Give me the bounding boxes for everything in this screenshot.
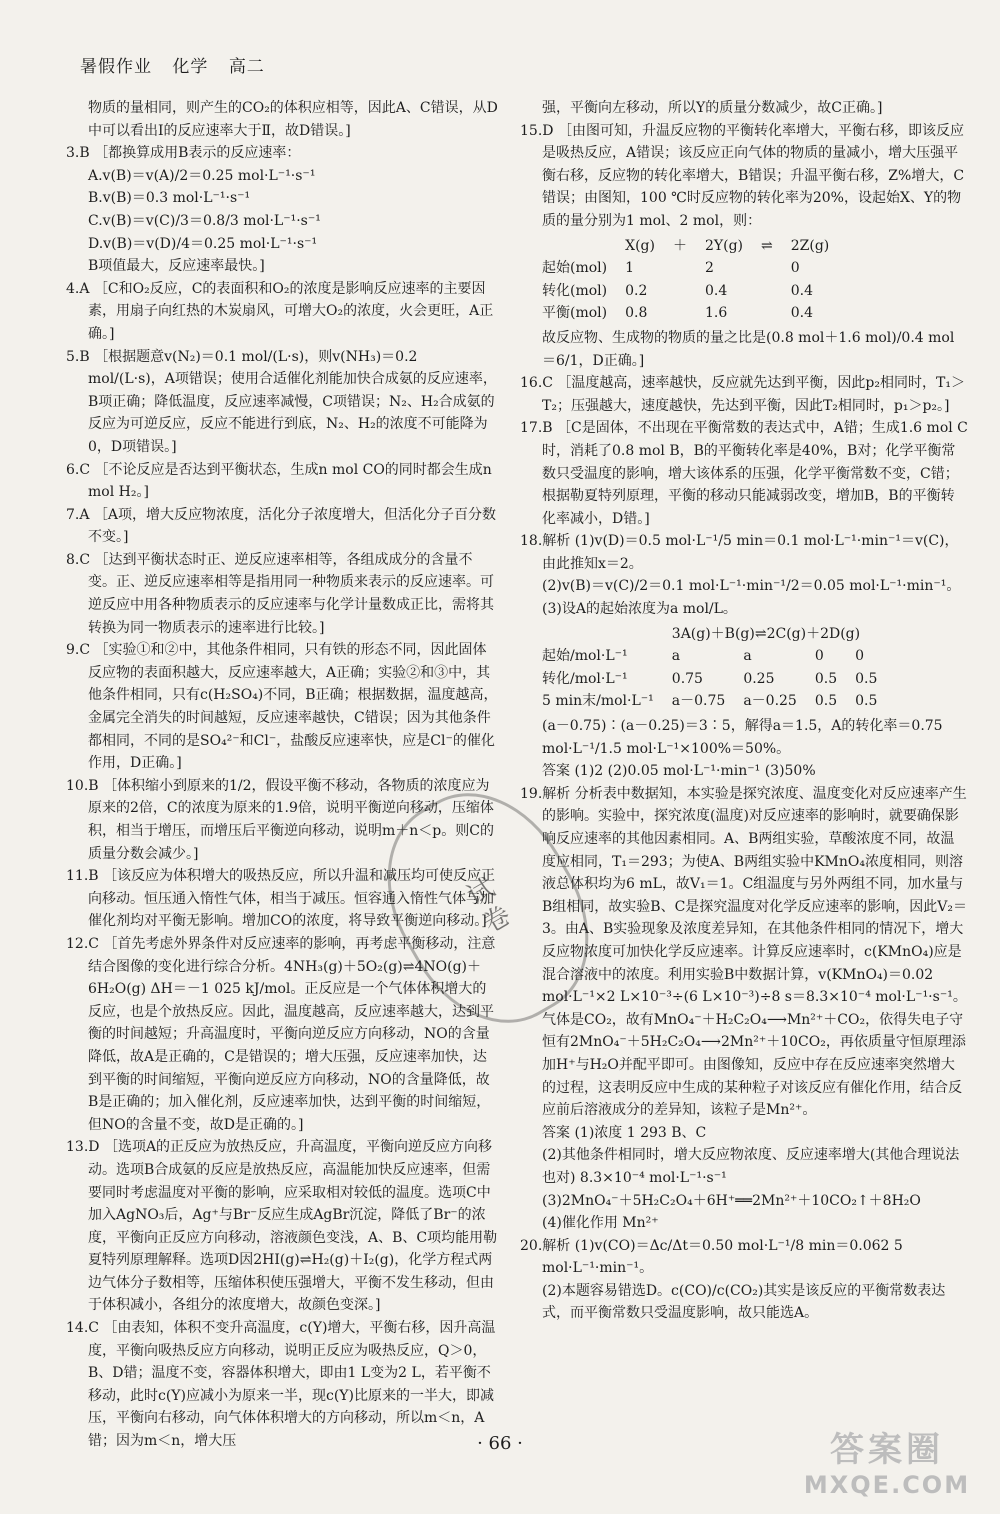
table-cell: 平衡(mol)	[542, 305, 608, 322]
answer-paragraph: 13.D ［选项A的正反应为放热反应，升高温度，平衡向逆反应方向移动。选项B合成氨的反应是放热反应，高温能加快反应速率，但需要同时考虑温度对平衡的影响，应采取相对较低的温度。选项C中加入AgNO₃后，Ag⁺与Br⁻反应生成AgBr沉淀，降低了Br⁻的浓度，平衡向正反应方向移动，溶液颜色变浅，A、B、C项均能用勒夏特列原理解释。选项D因2HI(g)⇌H₂(g)＋I₂(g)，化学方程式两边气体分子数相等，压缩体积使压强增大，平衡不发生移动，但由于体积减小，各组分的浓度增大，故颜色变深。]	[66, 1139, 498, 1314]
answer-paragraph: 答案 (1)浓度 1 293 B、C	[542, 1124, 707, 1141]
table-cell: 起始/mol·L⁻¹	[542, 648, 628, 665]
table-cell: a	[743, 648, 752, 665]
answer-paragraph: 故反应物、生成物的物质的量之比是(0.8 mol＋1.6 mol)/0.4 mol＝6/1，D正确。]	[542, 329, 955, 369]
table-cell: 0.4	[704, 282, 728, 299]
equilibrium-table	[542, 623, 895, 713]
header-series: 暑假作业	[80, 57, 152, 77]
answer-paragraph: (2)v(B)＝v(C)/2＝0.1 mol·L⁻¹·min⁻¹/2＝0.05 mol·L⁻¹·min⁻¹。	[542, 578, 961, 595]
equation-cell: ⇌	[761, 237, 773, 254]
answer-paragraph: 9.C ［实验①和②中，其他条件相同，只有铁的形态不同，因此固体反应物的表面积越大，反应速率越大，A正确；实验②和③中，其他条件相同，只有c(H₂SO₄)不同，B正确；根据数据，温度越高，金属完全消失的时间越短，反应速率越快，C错误；因为其他条件都相同，不同的是SO₄²⁻和Cl⁻，盐酸反应速率快，应是Cl⁻的催化作用，D正确。]	[66, 642, 498, 772]
table-cell: 0.5	[814, 670, 838, 687]
answer-paragraph: 18.解析 (1)v(D)＝0.5 mol·L⁻¹/5 min＝0.1 mol·L⁻¹·min⁻¹＝v(C)，由此推知x＝2。	[520, 533, 959, 572]
answer-paragraph: 6.C ［不论反应是否达到平衡状态，生成n mol CO的同时都会生成n mol H₂。]	[66, 461, 492, 501]
equation-cell: 2Z(g)	[790, 237, 830, 254]
table-cell: 起始(mol)	[542, 260, 608, 277]
table-cell: 0.4	[790, 305, 814, 322]
answer-paragraph: 8.C ［达到平衡状态时正、逆反应速率相等，各组成成分的含量不变。正、逆反应速率相等是指用同一种物质来表示的反应速率。可逆反应中用各种物质表示的反应速率与化学计量数成正比，需将其转换为同一物质表示的速率进行比较。]	[66, 551, 494, 636]
table-cell: a－0.75	[671, 693, 726, 710]
site-watermark	[792, 1422, 982, 1502]
table-row	[542, 690, 895, 713]
watermark-url: MXQE.COM	[803, 1471, 971, 1499]
page-header	[80, 52, 279, 77]
answer-paragraph: C.v(B)＝v(C)/3＝0.8/3 mol·L⁻¹·s⁻¹	[88, 212, 321, 229]
answer-paragraph: 强，平衡向左移动，所以Y的质量分数减少，故C正确。]	[542, 100, 883, 116]
table-cell: 0.5	[855, 693, 878, 710]
answer-paragraph: B.v(B)＝0.3 mol·L⁻¹·s⁻¹	[88, 190, 251, 207]
header-grade: 高二	[228, 57, 265, 77]
table-cell: 0	[814, 648, 824, 665]
answer-paragraph: 12.C ［首先考虑外界条件对反应速率的影响，再考虑平衡移动，注意结合图像的变化进行综合分析。4NH₃(g)＋5O₂(g)⇌4NO(g)＋6H₂O(g) ΔH＝－1 025 kJ/mol。正反应是一个气体体积增大的反应，也是个放热反应。因此，温度越高，反应速率越大，达到平衡的时间越短；升高温度时，平衡向逆反应方向移动，NO的含量降低，故A是正确的，C是错误的；增大压强，反应速率加快，达到平衡的时间缩短，平衡向逆反应方向移动，NO的含量降低，故B是正确的；加入催化剂，反应速率加快，达到平衡的时间缩短，但NO的含量不变，故D是正确的。]	[66, 935, 496, 1133]
table-cell: a	[671, 648, 681, 665]
answer-paragraph: 5.B ［根据题意v(N₂)＝0.1 mol/(L·s)，则v(NH₃)＝0.2 mol/(L·s)，A项错误；使用合适催化剂能加快合成氨的反应速率，B项正确；降低温度，反应速率减慢，C项错误；N₂、H₂合成氨的反应为可逆反应，反应不能进行到底，N₂、H₂的浓度不可能降为0，D项错误。]	[66, 348, 497, 455]
answer-paragraph: (3)设A的起始浓度为a mol/L。	[542, 601, 737, 618]
answer-paragraph: B项值最大，反应速率最快。]	[88, 258, 265, 275]
table-cell: 2	[704, 260, 714, 277]
answer-paragraph: 答案 (1)2 (2)0.05 mol·L⁻¹·min⁻¹ (3)50%	[542, 763, 816, 780]
answer-paragraph: (2)本题容易错选D。c(CO)/c(CO₂)其实是该反应的平衡常数表达式，而平衡常数只受温度影响，故只能选A。	[542, 1282, 946, 1322]
answer-paragraph: (2)其他条件相同时，增大反应物浓度、反应速率增大(其他合理说法也对) 8.3×10⁻⁴ mol·L⁻¹·s⁻¹	[542, 1147, 960, 1186]
answer-paragraph: (4)催化作用 Mn²⁺	[542, 1215, 659, 1232]
table-cell: 1	[625, 260, 635, 277]
table-cell: 转化(mol)	[542, 282, 608, 299]
answer-paragraph: 10.B ［体积缩小到原来的1/2，假设平衡不移动，各物质的浓度应为原来的2倍，C的浓度为原来的1.9倍，说明平衡逆向移动，压缩体积，相当于增压，而增压后平衡逆向移动，说明m＋n＜p。则C的质量分数会减少。]	[66, 777, 494, 862]
table-row	[542, 280, 847, 303]
answer-paragraph: 19.解析 分析表中数据知，本实验是探究浓度、温度变化对反应速率产生的影响。实验中，探究浓度(温度)对反应速率的影响时，就要确保影响反应速率的其他因素相同。A、B两组实验，草酸浓度不同，故温度应相同，T₁＝293；为使A、B两组实验中KMnO₄浓度相同，则溶液总体积均为6 mL，故V₁＝1。C组温度与另外两组不同，加水量与B组相同，故实验B、C是探究温度对化学反应速率的影响，因此V₂＝3。由A、B实验现象及浓度差异知，在其他条件相同的情况下，增大反应物浓度可加快化学反应速率。计算反应速率时，c(KMnO₄)应是混合溶液中的浓度。利用实验B中数据计算，v(KMnO₄)＝0.02 mol·L⁻¹×2 L×10⁻³÷(6 L×10⁻³)÷8 s＝8.3×10⁻⁴ mol·L⁻¹·s⁻¹。气体是CO₂，故有MnO₄⁻＋H₂C₂O₄⟶Mn²⁺＋CO₂，依得失电子守恒有2MnO₄⁻＋5H₂C₂O₄⟶2Mn²⁺＋10CO₂，再依质量守恒原理添加H⁺与H₂O并配平即可。由图像知，反应中存在反应速率突然增大的过程，这表明反应中生成的某种粒子对该反应有催化作用，结合反应前后溶液成分的差异知，该粒子是Mn²⁺。	[520, 785, 968, 1119]
table-cell: 0.8	[625, 305, 648, 322]
answer-paragraph: 3.B ［都换算成用B表示的反应速率：	[66, 145, 301, 162]
table-cell: a－0.25	[743, 693, 797, 710]
table-cell: 0	[855, 648, 865, 665]
table-cell: 0.75	[671, 670, 703, 687]
answer-paragraph: (a－0.75)∶(a－0.25)＝3∶5，解得a＝1.5，A的转化率＝0.75 mol·L⁻¹/1.5 mol·L⁻¹×100%＝50%。	[542, 718, 943, 757]
header-subject: 化学	[172, 57, 209, 77]
table-cell: 转化/mol·L⁻¹	[542, 670, 628, 687]
page-number: · 66 ·	[477, 1433, 523, 1454]
answer-paragraph: 4.A ［C和O₂反应，C的表面积和O₂的浓度是影响反应速率的主要因素，用扇子向红热的木炭扇风，可增大O₂的浓度，火会更旺，A正确。]	[66, 280, 494, 342]
answer-paragraph: 11.B ［该反应为体积增大的吸热反应，所以升温和减压均可使反应正向移动。恒压通入惰性气体，相当于减压。恒容通入惰性气体与加催化剂均对平衡无影响。增加CO的浓度，将导致平衡逆向移动。]	[66, 868, 496, 930]
watermark-logo: 答案圈	[830, 1430, 944, 1470]
table-row	[542, 645, 895, 668]
table-cell: 0.5	[855, 670, 878, 687]
left-column	[66, 97, 498, 1453]
table-row	[542, 257, 847, 280]
table-cell: 0.2	[625, 282, 648, 299]
answer-paragraph: A.v(B)＝v(A)/2＝0.25 mol·L⁻¹·s⁻¹	[88, 167, 316, 184]
equation-cell: 3A(g)＋B(g)⇌2C(g)＋2D(g)	[671, 625, 861, 642]
answer-paragraph: 20.解析 (1)v(CO)＝Δc/Δt＝0.50 mol·L⁻¹/8 min＝0.062 5 mol·L⁻¹·min⁻¹。	[520, 1237, 903, 1277]
table-cell: 0.4	[790, 282, 814, 299]
answer-paragraph: 17.B ［C是固体，不出现在平衡常数的表达式中，A错；生成1.6 mol C时，消耗了0.8 mol B，B的平衡转化率是40%，B对；化学平衡常数只受温度的影响，增大该体系的压强，化学平衡常数不变，C错；根据勒夏特列原理，平衡的移动只能减弱改变，增加B，B的平衡转化率减小，D错。]	[520, 420, 968, 527]
table-cell: 0.5	[814, 693, 838, 710]
answer-paragraph: 14.C ［由表知，体积不变升高温度，c(Y)增大，平衡右移，因升高温度，平衡向吸热反应方向移动，说明正反应为吸热反应，Q＞0，B、D错；温度不变，容器体积增大，即由1 L变为2 L，若平衡不移动，此时c(Y)应减小为原来一半，现c(Y)比原来的一半大，即减压，平衡向右移动，向气体体积增大的方向移动，所以m＜n，A错；因为m＜n，增大压	[66, 1320, 496, 1450]
answer-paragraph: 15.D ［由图可知，升温反应物的平衡转化率增大，平衡右移，即该反应是吸热反应，A错误；该反应正向气体的物质的量减小，增大压强平衡右移，反应物的转化率增大，B错误；升温平衡右移，Z%增大，C错误；由图知，100 ℃时反应物的转化率为20%，设起始X、Y的物质的量分别为1 mol、2 mol，则：	[520, 122, 965, 229]
equation-cell: 2Y(g)	[704, 237, 744, 254]
table-cell: 1.6	[704, 305, 728, 322]
table-cell	[542, 235, 625, 258]
right-column	[520, 97, 968, 1325]
equation-cell: ＋	[672, 237, 687, 254]
equation-cell: X(g)	[625, 237, 655, 254]
answer-paragraph: 物质的量相同，则产生的CO₂的体积应相等，因此A、C错误，从D中可以看出Ⅰ的反应速率大于Ⅱ，故D错误。]	[88, 100, 498, 139]
stamp-seal: 试卷	[353, 762, 623, 1054]
equilibrium-table	[542, 235, 847, 325]
answer-paragraph: D.v(B)＝v(D)/4＝0.25 mol·L⁻¹·s⁻¹	[88, 235, 318, 252]
table-cell	[542, 623, 672, 646]
table-cell: 0	[790, 260, 800, 277]
table-row	[542, 668, 895, 691]
table-cell: 0.25	[743, 670, 775, 687]
answer-paragraph: 16.C ［温度越高，速率越快，反应就先达到平衡，因此p₂相同时，T₁＞T₂；压强越大，速度越快，先达到平衡，因此T₂相同时，p₁＞p₂。]	[520, 375, 965, 414]
table-cell: 5 min末/mol·L⁻¹	[542, 693, 654, 710]
answer-paragraph: (3)2MnO₄⁻＋5H₂C₂O₄＋6H⁺══2Mn²⁺＋10CO₂↑＋8H₂O	[542, 1192, 921, 1209]
table-row	[542, 302, 847, 325]
answer-paragraph: 7.A ［A项，增大反应物浓度，活化分子浓度增大，但活化分子百分数不变。]	[66, 506, 497, 546]
